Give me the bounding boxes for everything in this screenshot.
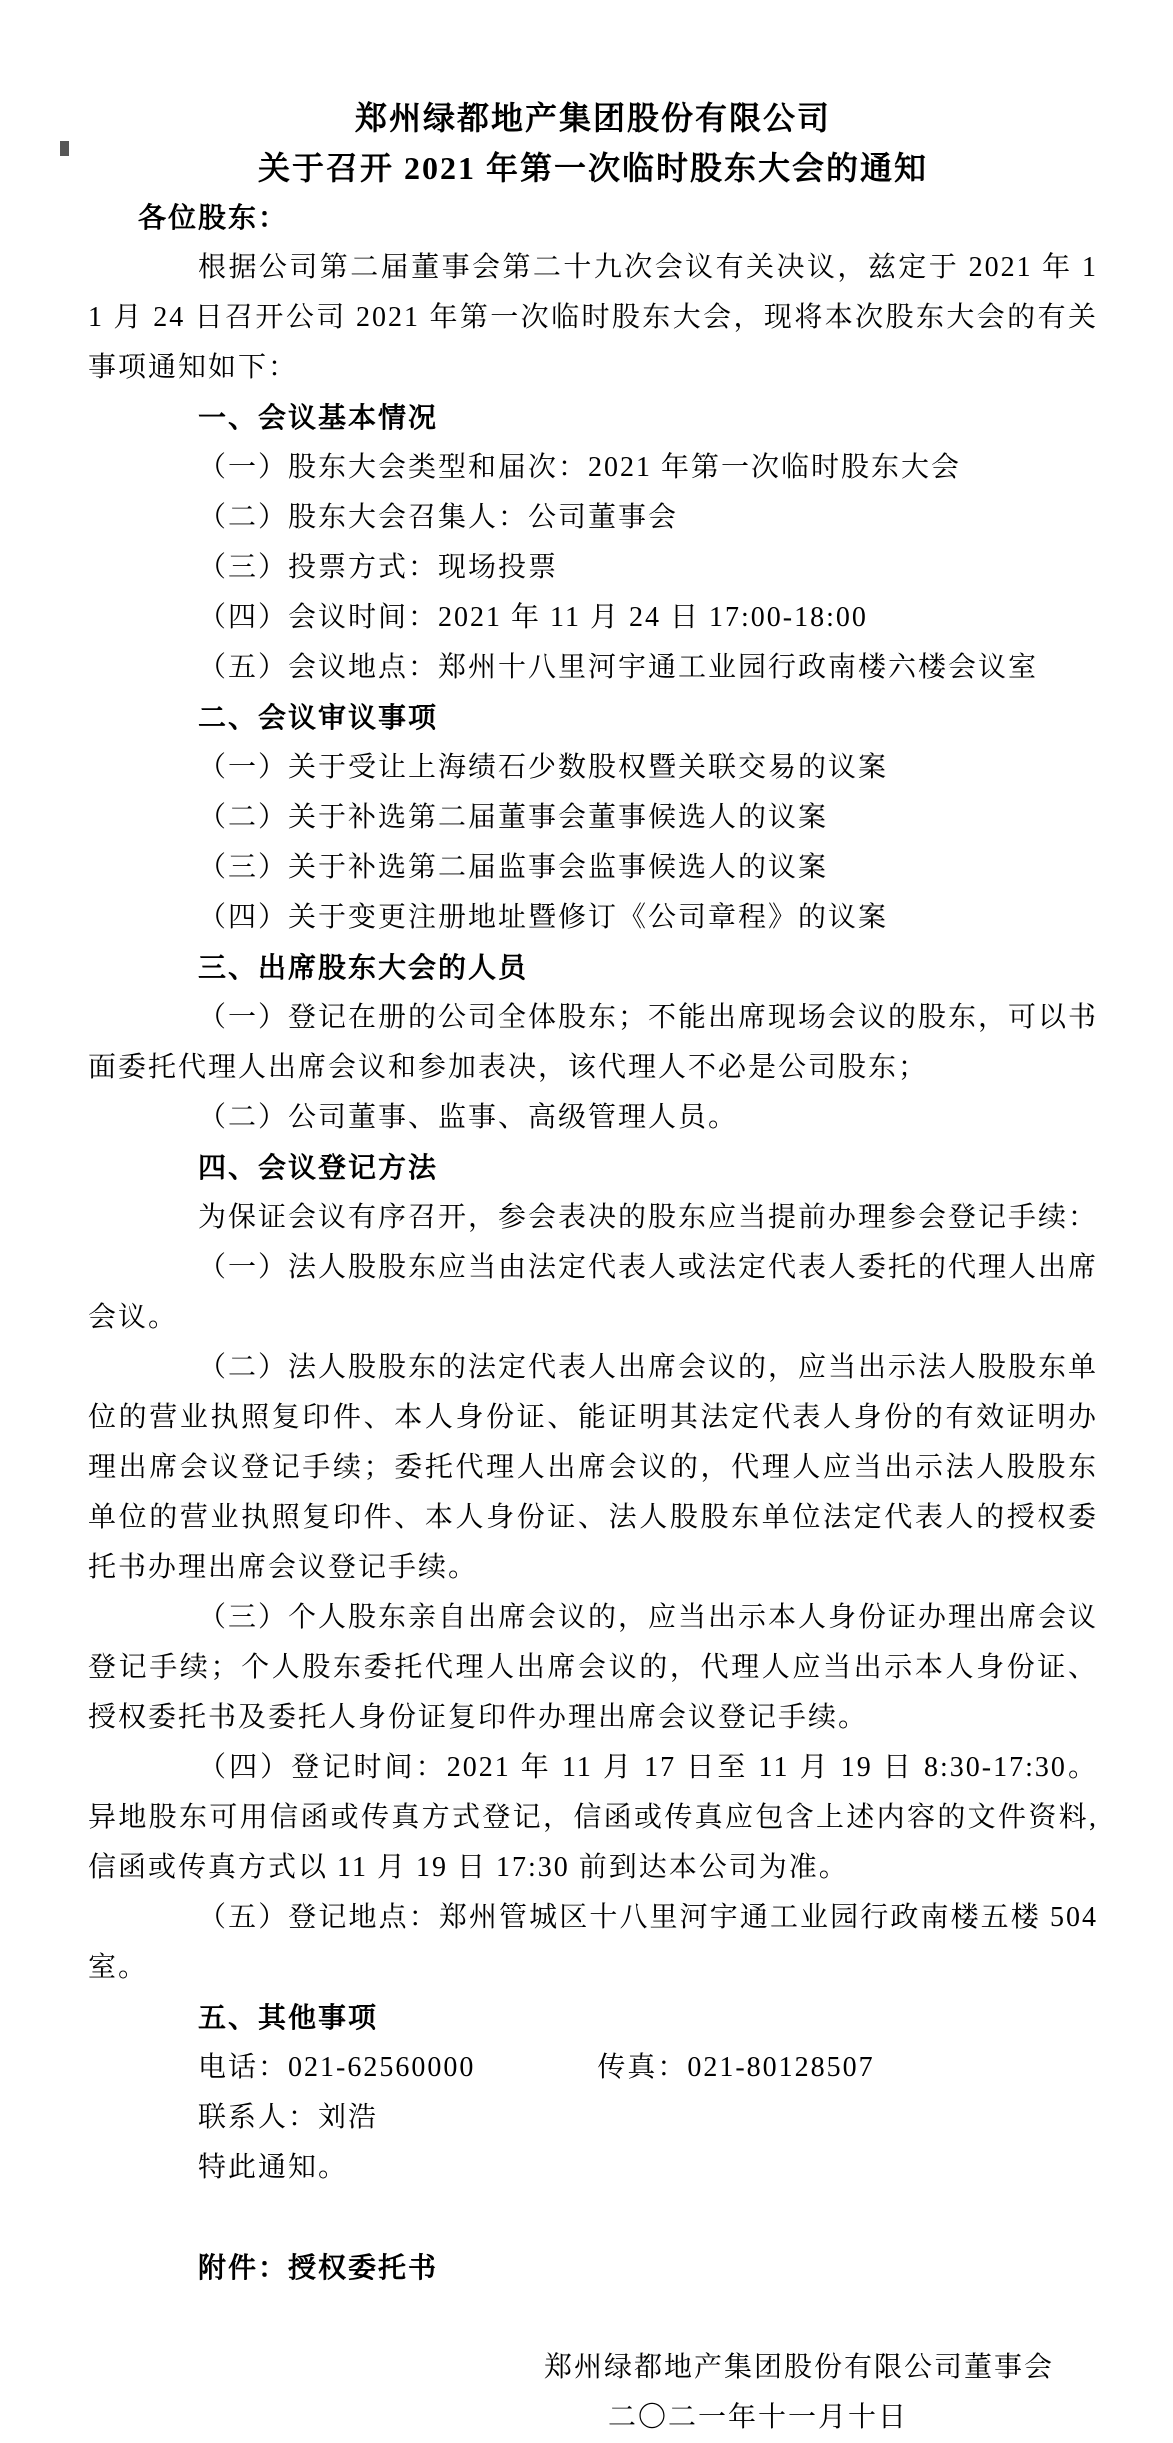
- section-1-item-2: （二）股东大会召集人：公司董事会: [198, 502, 679, 533]
- section-2-item-3: （三）关于补选第二届监事会监事候选人的议案: [198, 852, 829, 883]
- section-1-item-4: （四）会议时间：2021 年 11 月 24 日 17:00-18:00: [198, 602, 868, 633]
- salutation: 各位股东：: [138, 202, 289, 233]
- section-4-item-5: （五）登记地点：郑州管城区十八里河宇通工业园行政南楼五楼 504 室。: [88, 1902, 1098, 1983]
- section-2-heading: 二、会议审议事项: [198, 702, 439, 733]
- phone-number: 电话：021-62560000: [198, 2052, 476, 2083]
- section-4-item-1: （一）法人股股东应当由法定代表人或法定代表人委托的代理人出席会议。: [88, 1252, 1099, 1333]
- signature-company: 郑州绿都地产集团股份有限公司董事会: [543, 2352, 1054, 2383]
- section-4-item-2: （二）法人股股东的法定代表人出席会议的，应当出示法人股股东单位的营业执照复印件、本人身份证、能证明其法定代表人身份的有效证明办理出席会议登记手续；委托代理人出席会议的，代理人应当出示法人股股东单位的营业执照复印件、本人身份证、法人股股东单位法定代表人的授权委托书办理出席会议登记手续。: [88, 1352, 1099, 1583]
- section-3-item-2: （二）公司董事、监事、高级管理人员。: [198, 1102, 739, 1133]
- contact-phone-fax-line: [88, 2043, 1098, 2093]
- section-4-item-4: （四）登记时间：2021 年 11 月 17 日至 11 月 19 日 8:30-17:30。异地股东可用信函或传真方式登记，信函或传真应包含上述内容的文件资料,信函或传真方式以 11 月 19 日 17:30 前到达本公司为准。: [88, 1752, 1098, 1883]
- section-2-item-4: （四）关于变更注册地址暨修订《公司章程》的议案: [198, 902, 889, 933]
- section-1-item-5: （五）会议地点：郑州十八里河宇通工业园行政南楼六楼会议室: [198, 652, 1039, 683]
- section-5-heading: 五、其他事项: [198, 2002, 379, 2033]
- company-title: 郑州绿都地产集团股份有限公司: [354, 100, 831, 136]
- section-1-item-3: （三）投票方式：现场投票: [198, 552, 559, 583]
- scan-artifact-mark: [60, 141, 69, 156]
- section-2-item-1: （一）关于受让上海绩石少数股权暨关联交易的议案: [198, 752, 889, 783]
- fax-number: 传真：021-80128507: [597, 2052, 875, 2083]
- section-1-heading: 一、会议基本情况: [198, 402, 439, 433]
- section-4-lead: 为保证会议有序召开，参会表决的股东应当提前办理参会登记手续：: [198, 1202, 1099, 1233]
- signature-date: 二〇二一年十一月十日: [607, 2402, 908, 2433]
- attachment-line: 附件：授权委托书: [198, 2252, 439, 2283]
- closing-statement: 特此通知。: [198, 2152, 349, 2183]
- contact-person: 联系人：刘浩: [198, 2102, 379, 2133]
- section-3-item-1: （一）登记在册的公司全体股东；不能出席现场会议的股东，可以书面委托代理人出席会议和参加表决，该代理人不必是公司股东；: [88, 1002, 1099, 1083]
- section-4-item-3: （三）个人股东亲自出席会议的，应当出示本人身份证办理出席会议登记手续；个人股东委托代理人出席会议的，代理人应当出示本人身份证、授权委托书及委托人身份证复印件办理出席会议登记手续。: [88, 1602, 1099, 1733]
- section-2-item-2: （二）关于补选第二届董事会董事候选人的议案: [198, 802, 829, 833]
- notice-title: 关于召开 2021 年第一次临时股东大会的通知: [257, 150, 928, 186]
- section-3-heading: 三、出席股东大会的人员: [198, 952, 529, 983]
- section-4-heading: 四、会议登记方法: [198, 1152, 439, 1183]
- section-1-item-1: （一）股东大会类型和届次：2021 年第一次临时股东大会: [198, 452, 962, 483]
- intro-paragraph: 根据公司第二届董事会第二十九次会议有关决议，兹定于 2021 年 11 月 24 日召开公司 2021 年第一次临时股东大会，现将本次股东大会的有关事项通知如下：: [88, 252, 1098, 383]
